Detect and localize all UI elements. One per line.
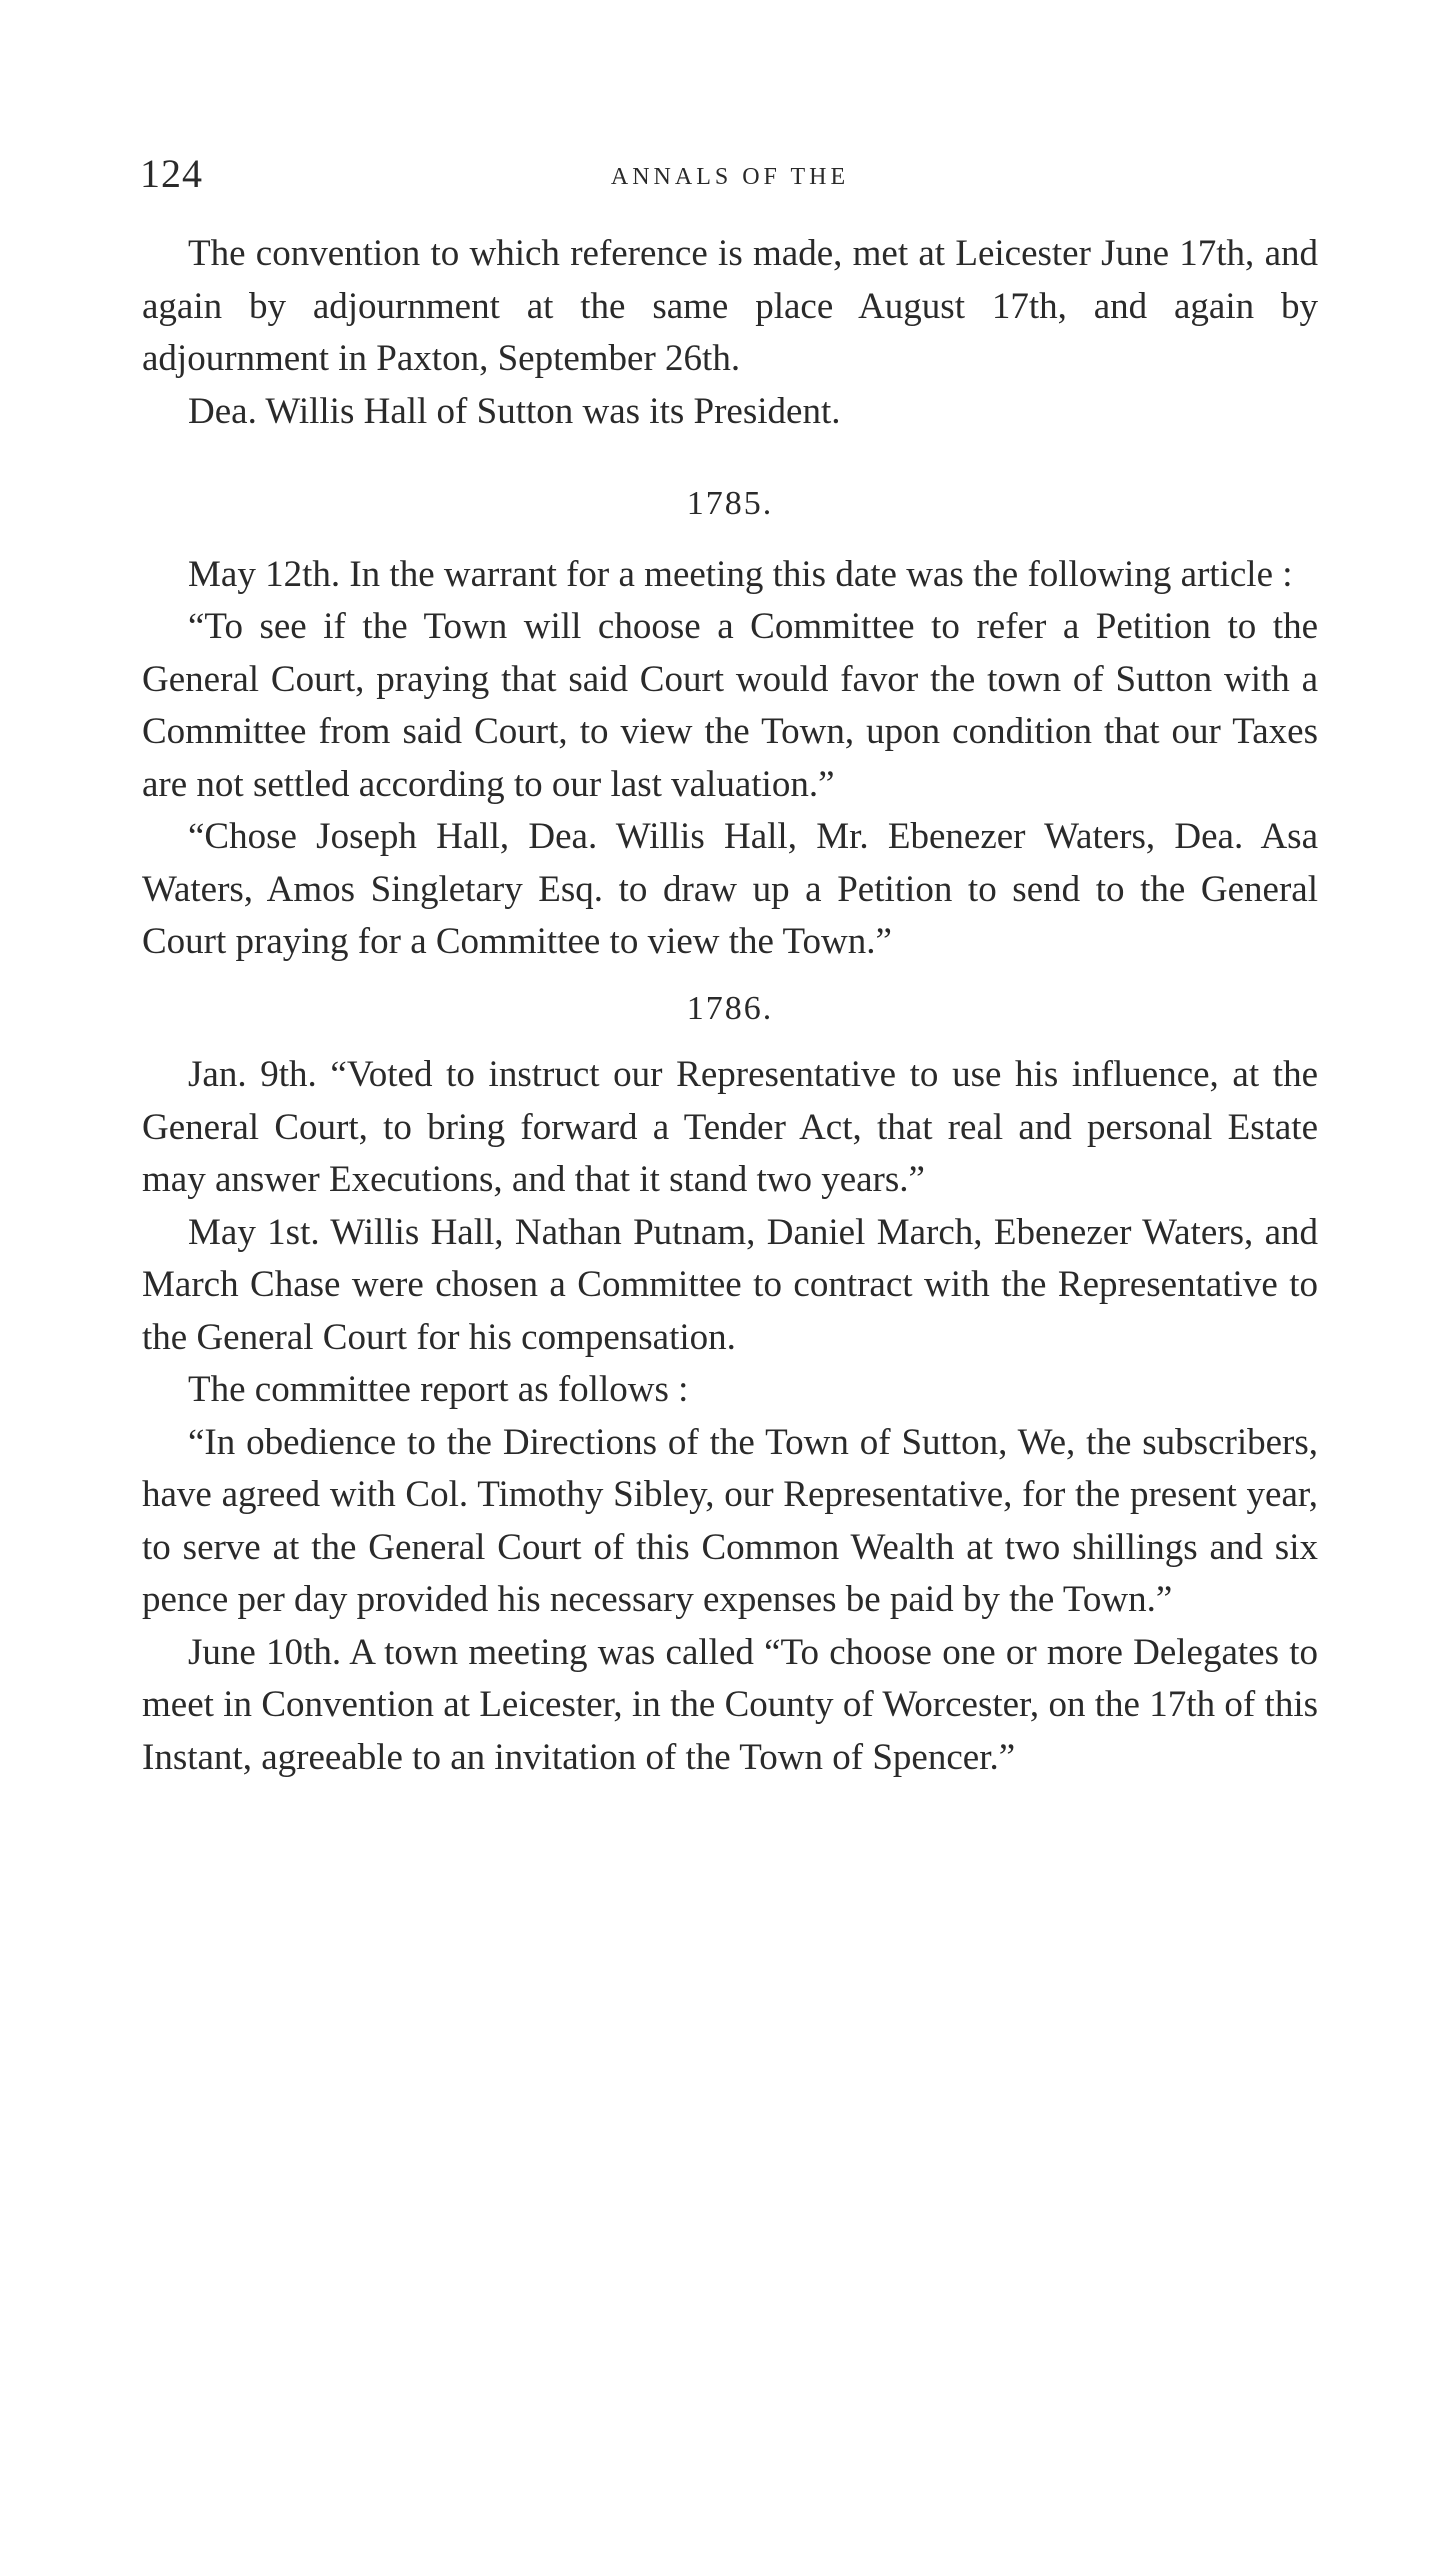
paragraph-committee-report: The committee report as follows : — [188, 1369, 689, 1410]
paragraph-chose-committee: “Chose Joseph Hall, Dea. Willis Hall, Mr. Ebenezer Waters, Dea. Asa Waters, Amos Singletary Esq. to draw up a Petition to send to the General Court praying for a Committee to view the Town.” — [142, 816, 1318, 962]
paragraph-june-10th: June 10th. A town meeting was called “To choose one or more Delegates to meet in Convention at Leicester, in the County of Worcester, on the 17th of this Instant, agreeable to an invitation of the Town of Spencer.” — [142, 1631, 1318, 1778]
paragraph-may-12th: May 12th. In the warrant for a meeting this date was the following article : — [188, 553, 1293, 595]
paragraph-convention: The convention to which reference is made, met at Leicester June 17th, and again by adjournment at the same place August 17th, and again by adjournment in Paxton, September 26th. — [142, 233, 1318, 379]
page-body — [142, 228, 1318, 1784]
running-title: ANNALS OF THE — [610, 164, 850, 190]
year-heading-1785: 1785. — [686, 485, 774, 522]
paragraph-president: Dea. Willis Hall of Sutton was its President. — [188, 390, 841, 432]
paragraph-article-quote: “To see if the Town will choose a Committee to refer a Petition to the General Court, praying that said Court would favor the town of Sutton with a Committee from said Court, to view the Town, upon condition that our Taxes are not settled according to our last valuation.” — [142, 606, 1318, 805]
running-head — [140, 150, 1320, 210]
year-heading-1786: 1786. — [686, 989, 774, 1027]
paragraph-jan-9th: Jan. 9th. “Voted to instruct our Representative to use his influence, at the General Court, to bring forward a Tender Act, that real and personal Estate may answer Executions, and that it stand two years.” — [142, 1054, 1318, 1200]
paragraph-may-1st: May 1st. Willis Hall, Nathan Putnam, Daniel March, Ebenezer Waters, and March Chase were chosen a Committee to contract with the Representative to the General Court for his compensation. — [142, 1211, 1318, 1358]
page-number: 124 — [140, 151, 203, 196]
paragraph-obedience-quote: “In obedience to the Directions of the Town of Sutton, We, the subscribers, have agreed with Col. Timothy Sibley, our Representative, for the present year, to serve at the General Court of this Common Wealth at two shillings and six pence per day provided his necessary expenses be paid by the Town.” — [142, 1421, 1318, 1620]
